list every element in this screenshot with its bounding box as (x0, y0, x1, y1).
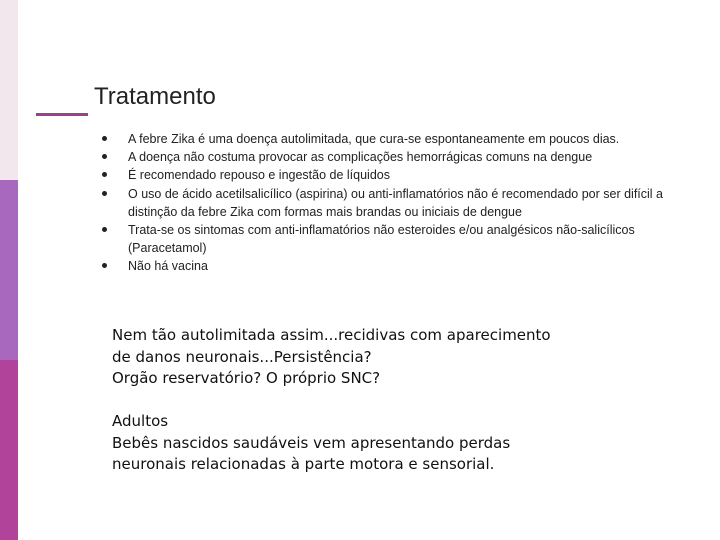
bullet-item: A doença não costuma provocar as complicações hemorrágicas comuns na dengue (100, 148, 700, 166)
bullet-list (100, 130, 700, 276)
bullet-item: Trata-se os sintomas com anti-inflamatórios não esteroides e/ou analgésicos não-salicílicos (Paracetamol) (100, 221, 700, 257)
notes-text (112, 325, 672, 476)
bullet-item: O uso de ácido acetilsalicílico (aspirina) ou anti-inflamatórios não é recomendado por ser difícil a distinção da febre Zika com formas mais brandas ou iniciais de dengue (100, 185, 700, 221)
bullet-item: Não há vacina (100, 257, 700, 275)
bullet-item: A febre Zika é uma doença autolimitada, que cura-se espontaneamente em poucos dias. (100, 130, 700, 148)
side-strip-middle (0, 180, 18, 360)
notes-line: neuronais relacionadas à parte motora e sensorial. (112, 455, 495, 473)
slide-title: Tratamento (94, 83, 216, 110)
side-strip-top (0, 0, 18, 180)
notes-line: Adultos (112, 412, 169, 430)
side-strip-bottom (0, 360, 18, 540)
notes-spacer (112, 390, 672, 412)
notes-line: Orgão reservatório? O próprio SNC? (112, 369, 381, 387)
notes-line: Bebês nascidos saudáveis vem apresentando perdas (112, 433, 511, 452)
title-accent-rule (36, 113, 88, 116)
notes-line: Nem tão autolimitada assim...recidivas com aparecimento (112, 326, 551, 344)
bullet-item: É recomendado repouso e ingestão de líquidos (100, 166, 700, 184)
notes-line: de danos neuronais...Persistência? (112, 347, 372, 366)
